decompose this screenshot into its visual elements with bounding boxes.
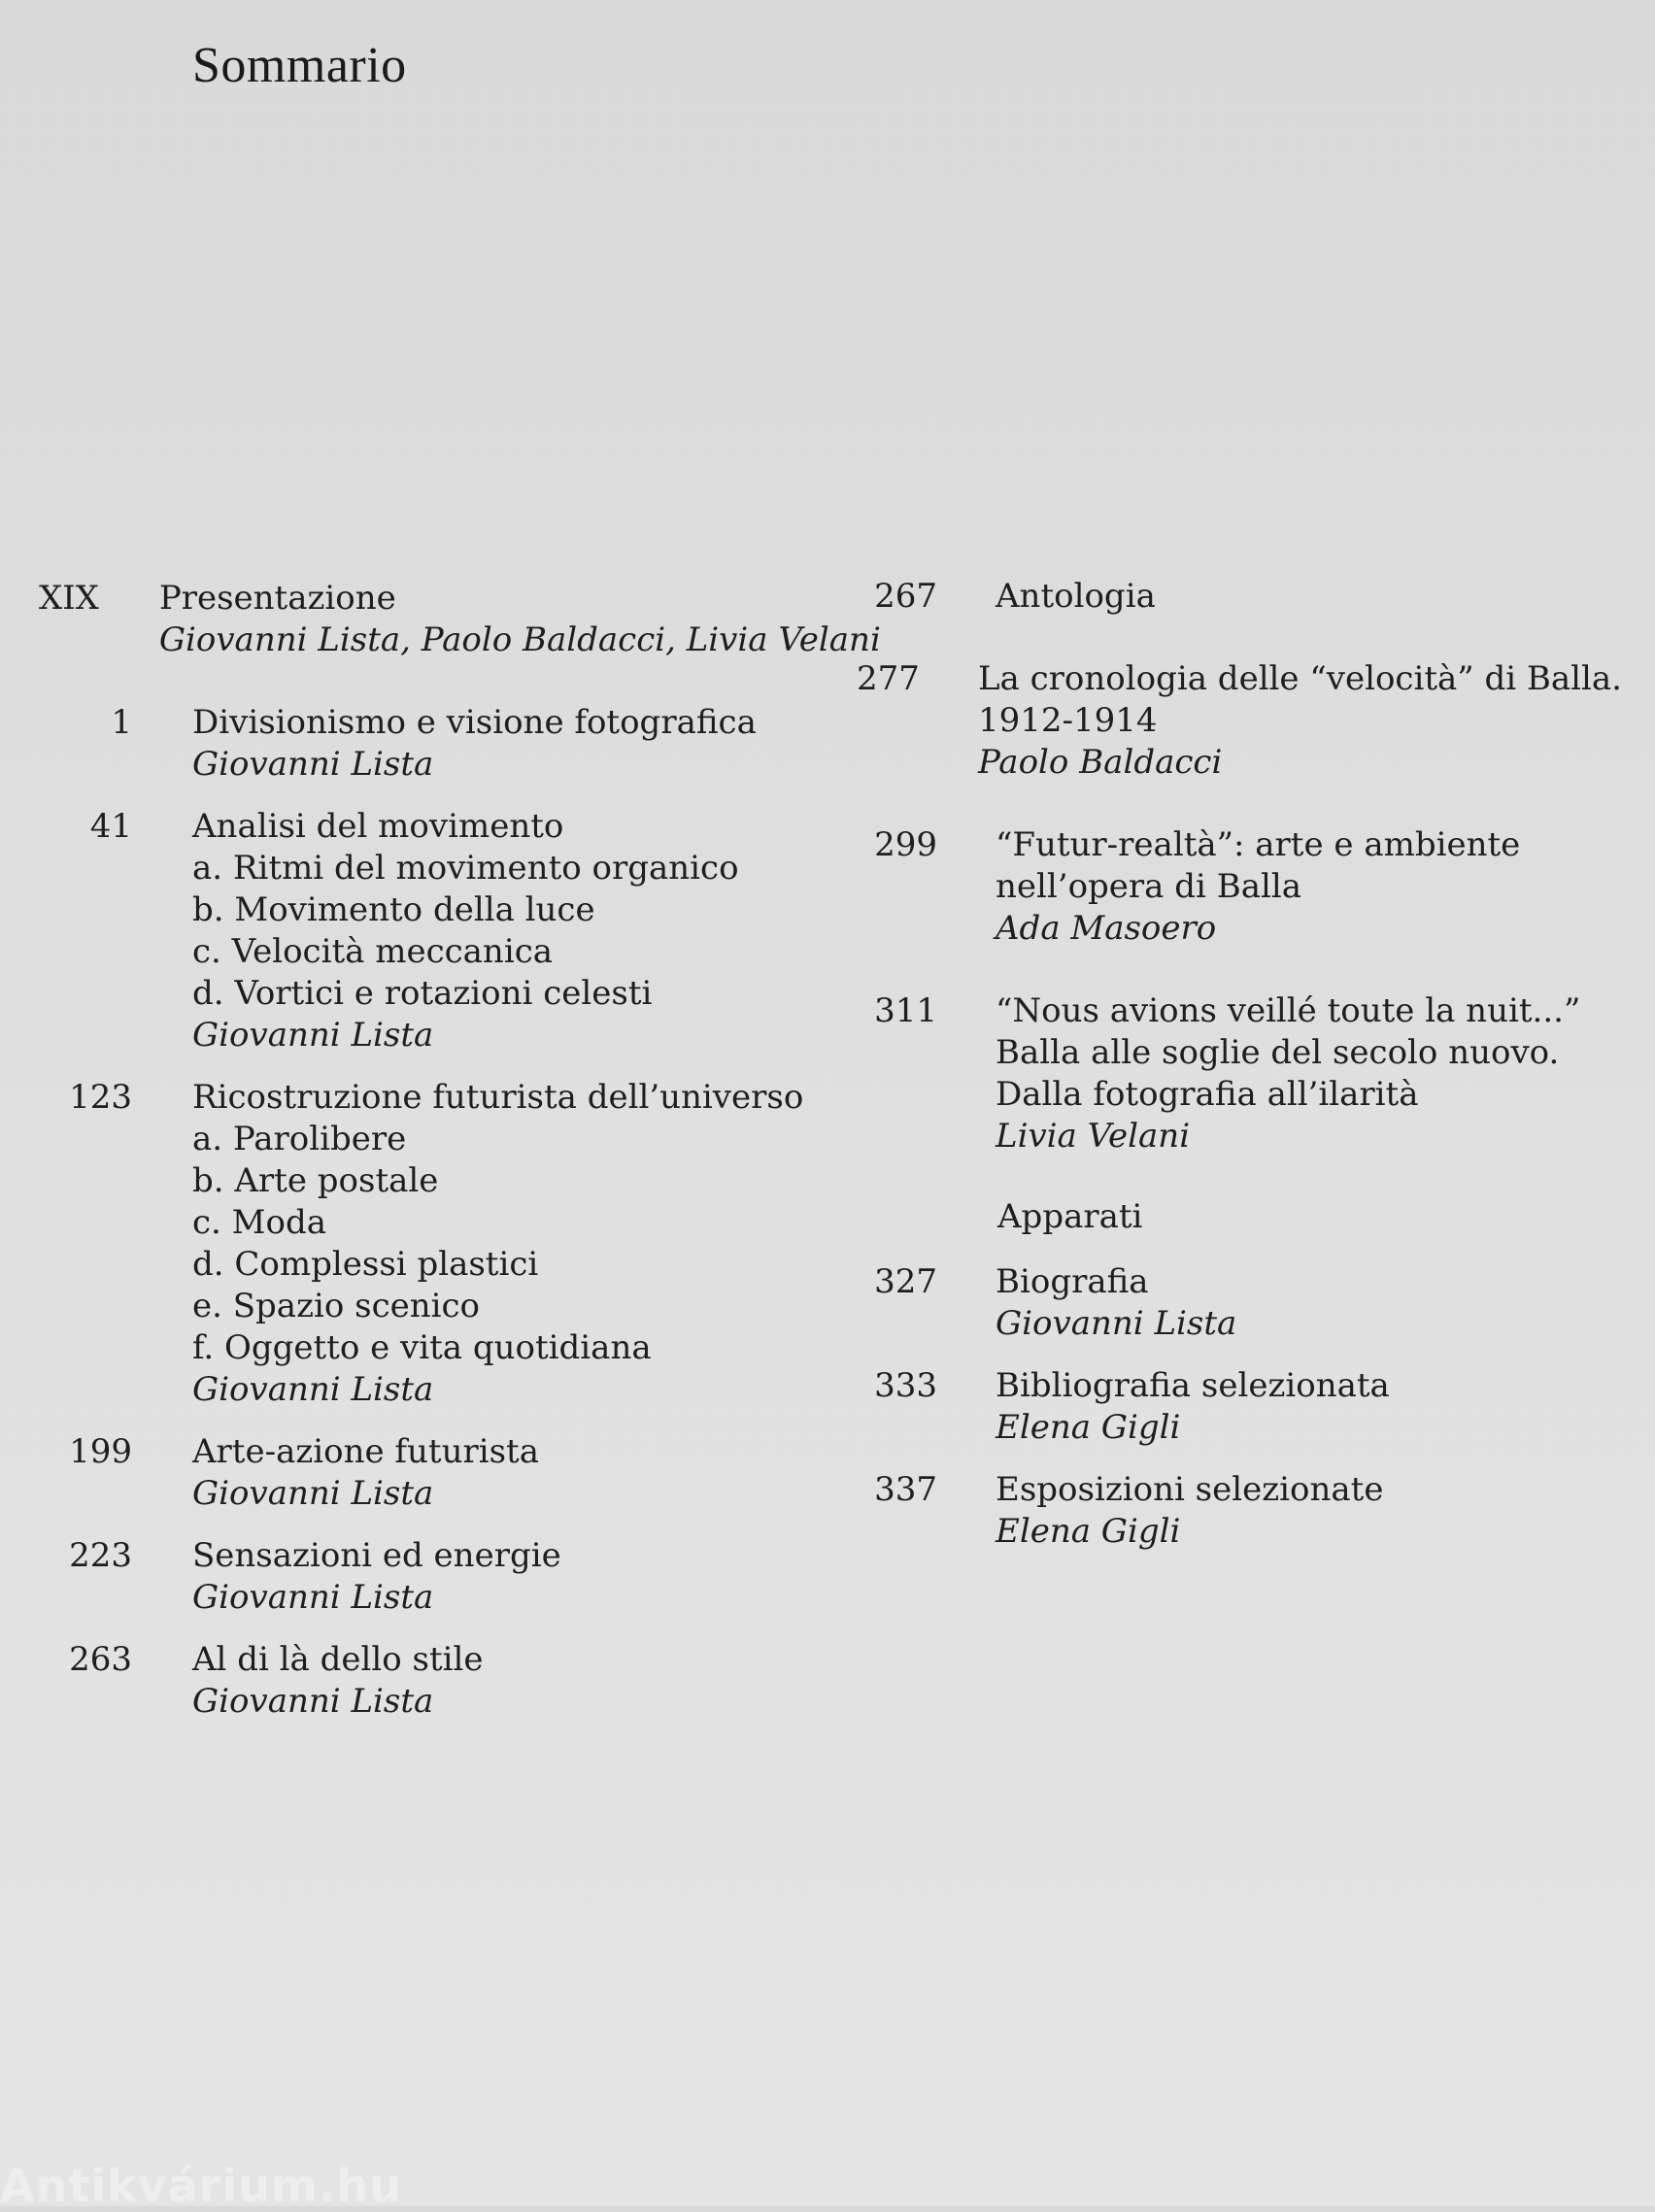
entry-title: Arte-azione futurista (192, 1432, 539, 1471)
page-number: 223 (69, 1536, 132, 1575)
page-number: 263 (69, 1640, 132, 1679)
entry-title: Presentazione (158, 579, 396, 618)
entry-title: Sensazioni ed energie (192, 1536, 561, 1575)
page-title: Sommario (192, 38, 407, 93)
entry-author: Giovanni Lista (192, 1578, 434, 1617)
entry-title: Bibliografia selezionata (996, 1366, 1390, 1405)
entry-body (192, 1077, 803, 1411)
entry-author: Giovanni Lista (996, 1304, 1237, 1343)
entry-title: Dalla fotografia all’ilarità (996, 1075, 1419, 1114)
entry-title: Ricostruzione futurista dell’universo (192, 1078, 804, 1117)
page-number: 327 (874, 1262, 937, 1301)
entry-author: Paolo Baldacci (977, 743, 1223, 782)
page-number: 199 (69, 1432, 132, 1471)
entry-subsection: c. Moda (192, 1203, 326, 1242)
entry-subsection: b. Movimento della luce (192, 890, 595, 929)
entry-title: Biografia (996, 1262, 1149, 1301)
toc-entry[interactable] (845, 576, 1622, 618)
entry-author: Elena Gigli (996, 1512, 1181, 1551)
entry-title: Divisionismo e visione fotografica (192, 703, 757, 742)
toc-entry[interactable] (39, 1535, 816, 1619)
entry-title: Analisi del movimento (192, 807, 564, 846)
entry-body (996, 990, 1580, 1157)
entry-subsection: a. Ritmi del movimento organico (192, 849, 739, 888)
entry-body (996, 824, 1520, 950)
toc-entry[interactable] (845, 1469, 1622, 1553)
entry-title: 1912-1914 (977, 701, 1158, 740)
entry-title: Balla alle soglie del secolo nuovo. (996, 1033, 1560, 1072)
toc-entry[interactable] (39, 1431, 816, 1515)
page-number: 337 (874, 1470, 937, 1509)
entry-author: Giovanni Lista (192, 745, 434, 784)
toc-entry[interactable] (39, 1639, 816, 1723)
entry-title: Al di là dello stile (192, 1640, 484, 1679)
page-number: XIX (39, 579, 99, 618)
toc-entry[interactable] (845, 1365, 1622, 1449)
entry-body (192, 1431, 539, 1515)
entry-subsection: a. Parolibere (192, 1120, 407, 1158)
toc-entry[interactable] (39, 1077, 816, 1411)
toc-entry[interactable] (39, 806, 816, 1056)
entry-body (996, 1469, 1383, 1553)
entry-author: Giovanni Lista (192, 1474, 434, 1513)
section-heading-apparati: Apparati (997, 1197, 1143, 1236)
entry-author: Giovanni Lista (192, 1370, 434, 1409)
page-number: 267 (874, 577, 937, 616)
entry-title: Esposizioni selezionate (996, 1470, 1384, 1509)
entry-title: La cronologia delle “velocità” di Balla. (977, 659, 1622, 698)
watermark: Antikvárium.hu (0, 2160, 402, 2212)
toc-entry[interactable] (845, 990, 1622, 1157)
entry-author: Elena Gigli (996, 1408, 1181, 1447)
page-number: 1 (111, 703, 132, 742)
page-number: 333 (874, 1366, 937, 1405)
entry-body (159, 578, 881, 661)
entry-title: Antologia (996, 577, 1156, 616)
page-number: 123 (69, 1078, 132, 1117)
entry-title: nell’opera di Balla (996, 867, 1301, 906)
entry-subsection: c. Velocità meccanica (192, 932, 554, 971)
toc-right-column (845, 576, 1622, 1553)
entry-subsection: b. Arte postale (192, 1161, 439, 1200)
entry-subsection: e. Spazio scenico (192, 1287, 481, 1325)
entry-author: Giovanni Lista, Paolo Baldacci, Livia Velani (158, 620, 881, 659)
toc-left-column (39, 578, 881, 1723)
toc-entry[interactable] (39, 702, 816, 786)
toc-entry[interactable] (845, 824, 1622, 950)
entry-body (192, 1535, 561, 1619)
toc-entry[interactable] (845, 658, 1622, 784)
entry-body (192, 806, 739, 1056)
entry-author: Giovanni Lista (192, 1682, 434, 1721)
entry-body (996, 1365, 1390, 1449)
entry-subsection: f. Oggetto e vita quotidiana (192, 1328, 652, 1367)
page-number: 277 (857, 659, 920, 698)
entry-subsection: d. Complessi plastici (192, 1245, 539, 1284)
toc-entry[interactable] (845, 1261, 1622, 1345)
entry-author: Livia Velani (996, 1117, 1191, 1156)
entry-author: Giovanni Lista (192, 1016, 434, 1055)
entry-body (996, 1261, 1236, 1345)
entry-body (192, 1639, 484, 1723)
entry-body (192, 702, 757, 786)
entry-subsection: d. Vortici e rotazioni celesti (192, 974, 653, 1013)
entry-body (978, 658, 1622, 784)
page-number: 299 (874, 825, 937, 864)
page-number: 311 (874, 991, 937, 1030)
entry-body (996, 576, 1156, 618)
page-number: 41 (89, 807, 132, 846)
entry-title: “Futur-realtà”: arte e ambiente (996, 825, 1521, 864)
entry-title: “Nous avions veillé toute la nuit...” (996, 991, 1581, 1030)
entry-author: Ada Masoero (996, 909, 1217, 948)
toc-entry[interactable] (39, 578, 881, 661)
